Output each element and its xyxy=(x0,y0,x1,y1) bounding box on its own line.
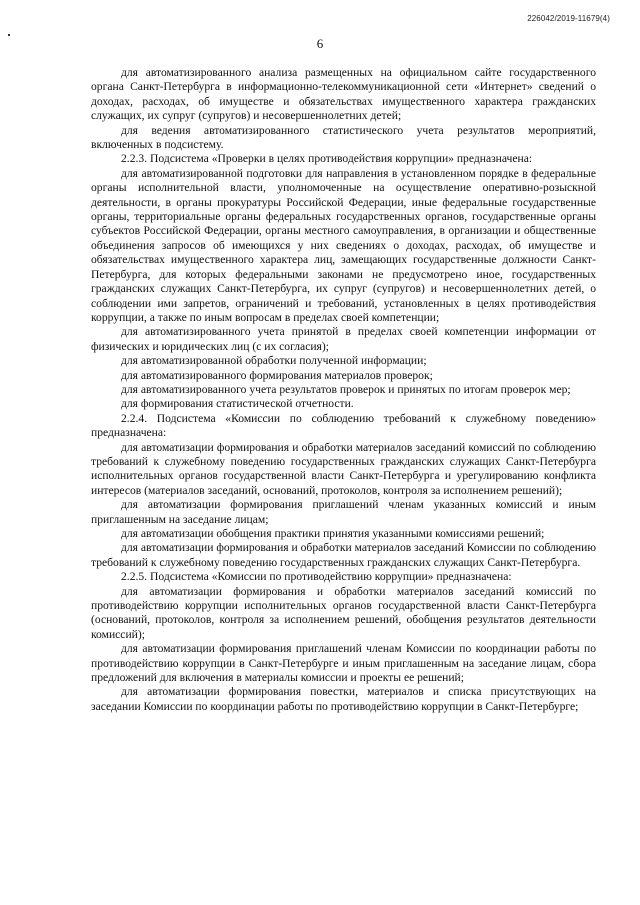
document-registration-number: 226042/2019-11679(4) xyxy=(527,14,610,23)
paragraph: для автоматизации формирования приглашений членам Комиссии по координации работы по противодействию коррупции в Санкт-Петербурге и иным приглашенным на заседание лицам, сбора предложений для включения в материалы комиссии и проекты ее решений; xyxy=(91,642,596,685)
page-number: 6 xyxy=(316,36,324,51)
section-heading-2-2-4: 2.2.4. Подсистема «Комиссии по соблюдению требований к служебному поведению» предназначена: xyxy=(91,411,596,440)
paragraph: для формирования статистической отчетности. xyxy=(121,397,354,411)
paragraph: для автоматизации формирования и обработки материалов заседаний комиссий по противодействию коррупции исполнительных органов государственной власти Санкт-Петербурга (оснований, протоколов, контроля за исполнением решений, обобщения результатов деятельности комиссий); xyxy=(91,584,596,641)
paragraph: для автоматизации формирования повестки, материалов и списка присутствующих на заседании Комиссии по координации работы по противодействию коррупции в Санкт-Петербурге; xyxy=(91,685,596,713)
paragraph: для автоматизации формирования приглашений членам указанных комиссий и иным приглашенным на заседание лицам; xyxy=(91,498,596,526)
paragraph: для автоматизированного формирования материалов проверок; xyxy=(121,368,433,382)
paragraph: для автоматизации обобщения практики принятия указанными комиссиями решений; xyxy=(121,527,545,540)
paragraph: для автоматизации формирования и обработки материалов заседаний Комиссии по соблюдению требований к служебному поведению государственных гражданских служащих Санкт-Петербурга. xyxy=(91,541,596,569)
paragraph: для автоматизированной подготовки для направления в установленном порядке в федеральные органы исполнительной власти, уполномоченные на осуществление оперативно-розыскной деятельности, в органы прокуратуры Российской Федерации, иные федеральные государственные органы, территориальные органы федеральных государственных органов, государственные органы субъектов Российской Федерации, органы местного самоуправления, в организации и общественные объединения запросов об имеющихся у них сведениях о доходах, расходах, об имуществе и обязательствах имущественного характера лиц, замещающих государственные должности Санкт-Петербурга, для которых федеральными законами не предусмотрено иное, государственных гражданских служащих Санкт-Петербурга, их супруг (супругов) и несовершеннолетних детей, о соблюдении ими запретов, ограничений и требований, установленных в целях противодействия коррупции, а также по иным вопросам в пределах своей компетенции; xyxy=(91,166,596,324)
paragraph: для автоматизированного анализа размещенных на официальном сайте государственного органа Санкт-Петербурга в информационно-телекоммуникационной сети «Интернет» сведений о доходах, расходах, об имуществе и обязательствах имущественного характера гражданских служащих, их супруг (супругов) и несовершеннолетних детей; xyxy=(91,66,596,123)
section-heading-2-2-3: 2.2.3. Подсистема «Проверки в целях противодействия коррупции» предназначена: xyxy=(121,152,533,166)
document-body xyxy=(91,66,596,714)
paragraph: для ведения автоматизированного статистического учета результатов мероприятий, включенных в подсистему. xyxy=(91,123,596,152)
paragraph: для автоматизированного учета результатов проверок и принятых по итогам проверок мер; xyxy=(121,382,571,396)
section-heading-2-2-5: 2.2.5. Подсистема «Комиссии по противодействию коррупции» предназначена: xyxy=(121,570,512,584)
paragraph: для автоматизации формирования и обработки материалов заседаний комиссий по соблюдению требований к служебному поведению государственных гражданских служащих Санкт-Петербурга исполнительных органов государственной власти Санкт-Петербурга и урегулированию конфликта интересов (материалов заседаний, оснований, протоколов, контроля за исполнением решений); xyxy=(91,440,596,497)
paragraph: для автоматизированной обработки полученной информации; xyxy=(121,354,427,368)
paragraph: для автоматизированного учета принятой в пределах своей компетенции информации от физических и юридических лиц (с их согласия); xyxy=(91,325,596,353)
